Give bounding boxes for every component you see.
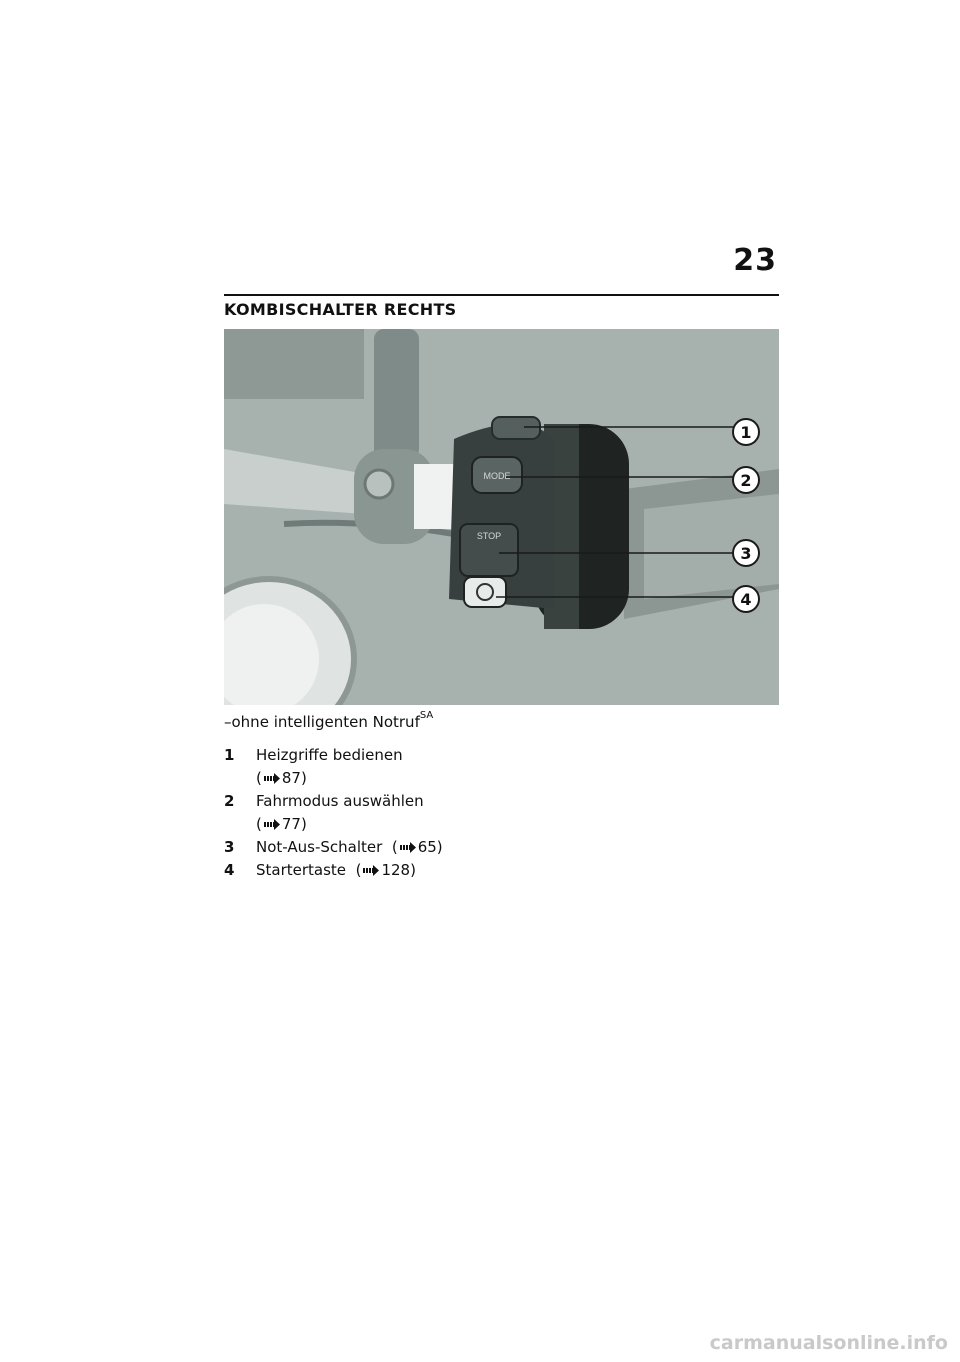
callout-4-number: 4 [740, 590, 752, 609]
caption-text: –ohne intelligenten Notruf [224, 713, 420, 731]
callout-1-number: 1 [740, 423, 752, 442]
reference-open-paren: ( [391, 838, 398, 856]
legend-text [256, 790, 584, 836]
page-reference-link[interactable] [256, 769, 307, 787]
caption-superscript: SA [419, 710, 434, 721]
legend-list [224, 744, 584, 882]
handlebar-switch-illustration [224, 329, 779, 705]
page-reference-link[interactable] [256, 815, 307, 833]
reference-page: 87) [281, 769, 307, 787]
figure-caption [224, 710, 434, 731]
watermark: carmanualsonline.info [709, 1332, 948, 1354]
legend-number: 1 [224, 746, 235, 764]
section-title: KOMBISCHALTER RECHTS [224, 300, 457, 319]
callout-4 [733, 586, 759, 612]
legend-item [224, 744, 584, 790]
legend-number: 3 [224, 838, 235, 856]
page-reference-arrow-icon [400, 842, 416, 853]
legend-item [224, 790, 584, 836]
page-reference-link[interactable] [392, 838, 443, 856]
reference-open-paren: ( [256, 769, 262, 787]
callout-3 [733, 540, 759, 566]
page-number: 23 [733, 243, 777, 278]
page-reference-link[interactable] [356, 861, 416, 879]
legend-label: Startertaste [256, 861, 347, 879]
page-reference-arrow-icon [363, 865, 379, 876]
legend-label: Fahrmodus auswählen [256, 792, 424, 810]
legend-text [256, 836, 584, 859]
callout-3-number: 3 [740, 544, 752, 563]
handlebar-switch-figure [224, 329, 779, 705]
legend-text [256, 859, 584, 882]
legend-number: 4 [224, 861, 235, 879]
callout-2 [733, 467, 759, 493]
header-rule [224, 294, 779, 296]
page-reference-arrow-icon [264, 819, 280, 830]
mode-button-label: MODE [483, 471, 511, 481]
reference-page: 128) [381, 861, 416, 879]
legend-label: Heizgriffe bedienen [256, 746, 403, 764]
reference-page: 77) [281, 815, 307, 833]
legend-label: Not-Aus-Schalter [256, 838, 383, 856]
reference-page: 65) [417, 838, 443, 856]
legend-number: 2 [224, 792, 235, 810]
legend-text [256, 744, 584, 790]
reference-open-paren: ( [256, 815, 262, 833]
reference-open-paren: ( [355, 861, 362, 879]
callout-1 [733, 419, 759, 445]
stop-button-label: STOP [476, 531, 502, 541]
legend-item [224, 859, 584, 882]
callout-2-number: 2 [740, 471, 752, 490]
page-reference-arrow-icon [264, 773, 280, 784]
legend-item [224, 836, 584, 859]
